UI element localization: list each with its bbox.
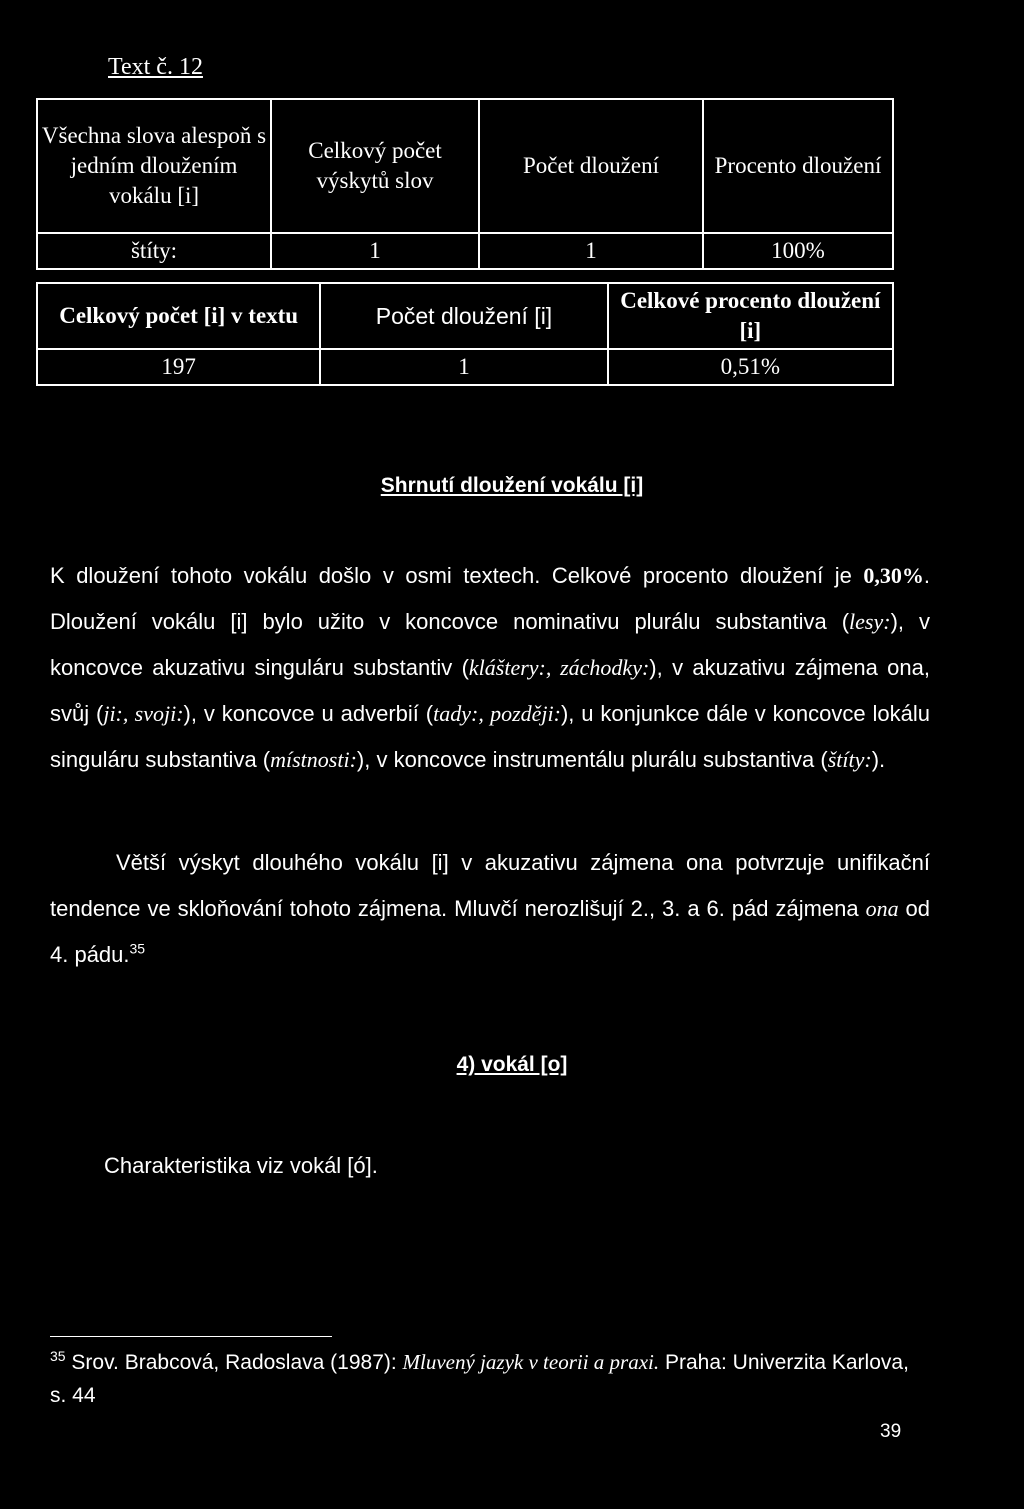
characteristic-note: Charakteristika viz vokál [ó]. — [104, 1153, 378, 1178]
vowel-o-heading: 4) vokál [o] — [456, 1053, 568, 1076]
row-total-percent-i: 0,51% — [608, 349, 893, 385]
summary-paragraph: K dloužení tohoto vokálu došlo v osmi textech. Celkové procento dloužení je 0,30%. Dloužení vokálu [i] bylo užito v koncovce nominativu plurálu substantiva (lesy:), v koncovce akuzativu singuláru substantiv (kláštery:, záchodky:), v akuzativu zájmena ona, svůj (ji:, svoji:), v koncovce u adverbií (tady:, později:), u konjunkce dále v koncovce lokálu singuláru substantiva (místnosti:), v koncovce instrumentálu plurálu substantiva (štíty:). — [50, 563, 931, 772]
footnote: $^{35}$ Srov. Brabcová, Radoslava (1987): Mluvený jazyk v teorii a praxi. Praha: Univerzita Karlova, s. 44 — [50, 1348, 909, 1407]
row-total-count: 1 — [271, 233, 479, 269]
header-all-words: Všechna slova alespoň s jedním dloužením vokálu [i] — [37, 99, 271, 233]
header-lengthening-count: Počet dloužení — [479, 99, 703, 233]
pronoun-paragraph: Větší výskyt dlouhého vokálu [i] v akuzativu zájmena ona potvrzuje unifikační tendence ve skloňování tohoto zájmena. Mluvčí nerozlišují 2., 3. a 6. pád zájmena ona od 4. pádu.$^{35}$ — [50, 850, 930, 967]
header-lengthening-percent: Procento dloužení — [703, 99, 893, 233]
header-total-percent-i: Celkové procento dloužení [i] — [608, 283, 893, 349]
summary-heading: Shrnutí dloužení vokálu [i] — [380, 474, 644, 497]
footnote-divider — [50, 1336, 332, 1337]
vowel-words-table — [36, 98, 894, 270]
header-lengthening-i: Počet dloužení [i] — [320, 283, 607, 349]
row-lengthening-percent: 100% — [703, 233, 893, 269]
header-total-count: Celkový počet výskytů slov — [271, 99, 479, 233]
row-word: štíty: — [37, 233, 271, 269]
page-number: 39 — [880, 1421, 902, 1442]
document-title: Text č. 12 — [108, 54, 203, 80]
row-lengthening-i: 1 — [320, 349, 607, 385]
row-lengthening-count: 1 — [479, 233, 703, 269]
header-total-i: Celkový počet [i] v textu — [37, 283, 320, 349]
row-total-i: 197 — [37, 349, 320, 385]
vowel-summary-table — [36, 282, 894, 386]
